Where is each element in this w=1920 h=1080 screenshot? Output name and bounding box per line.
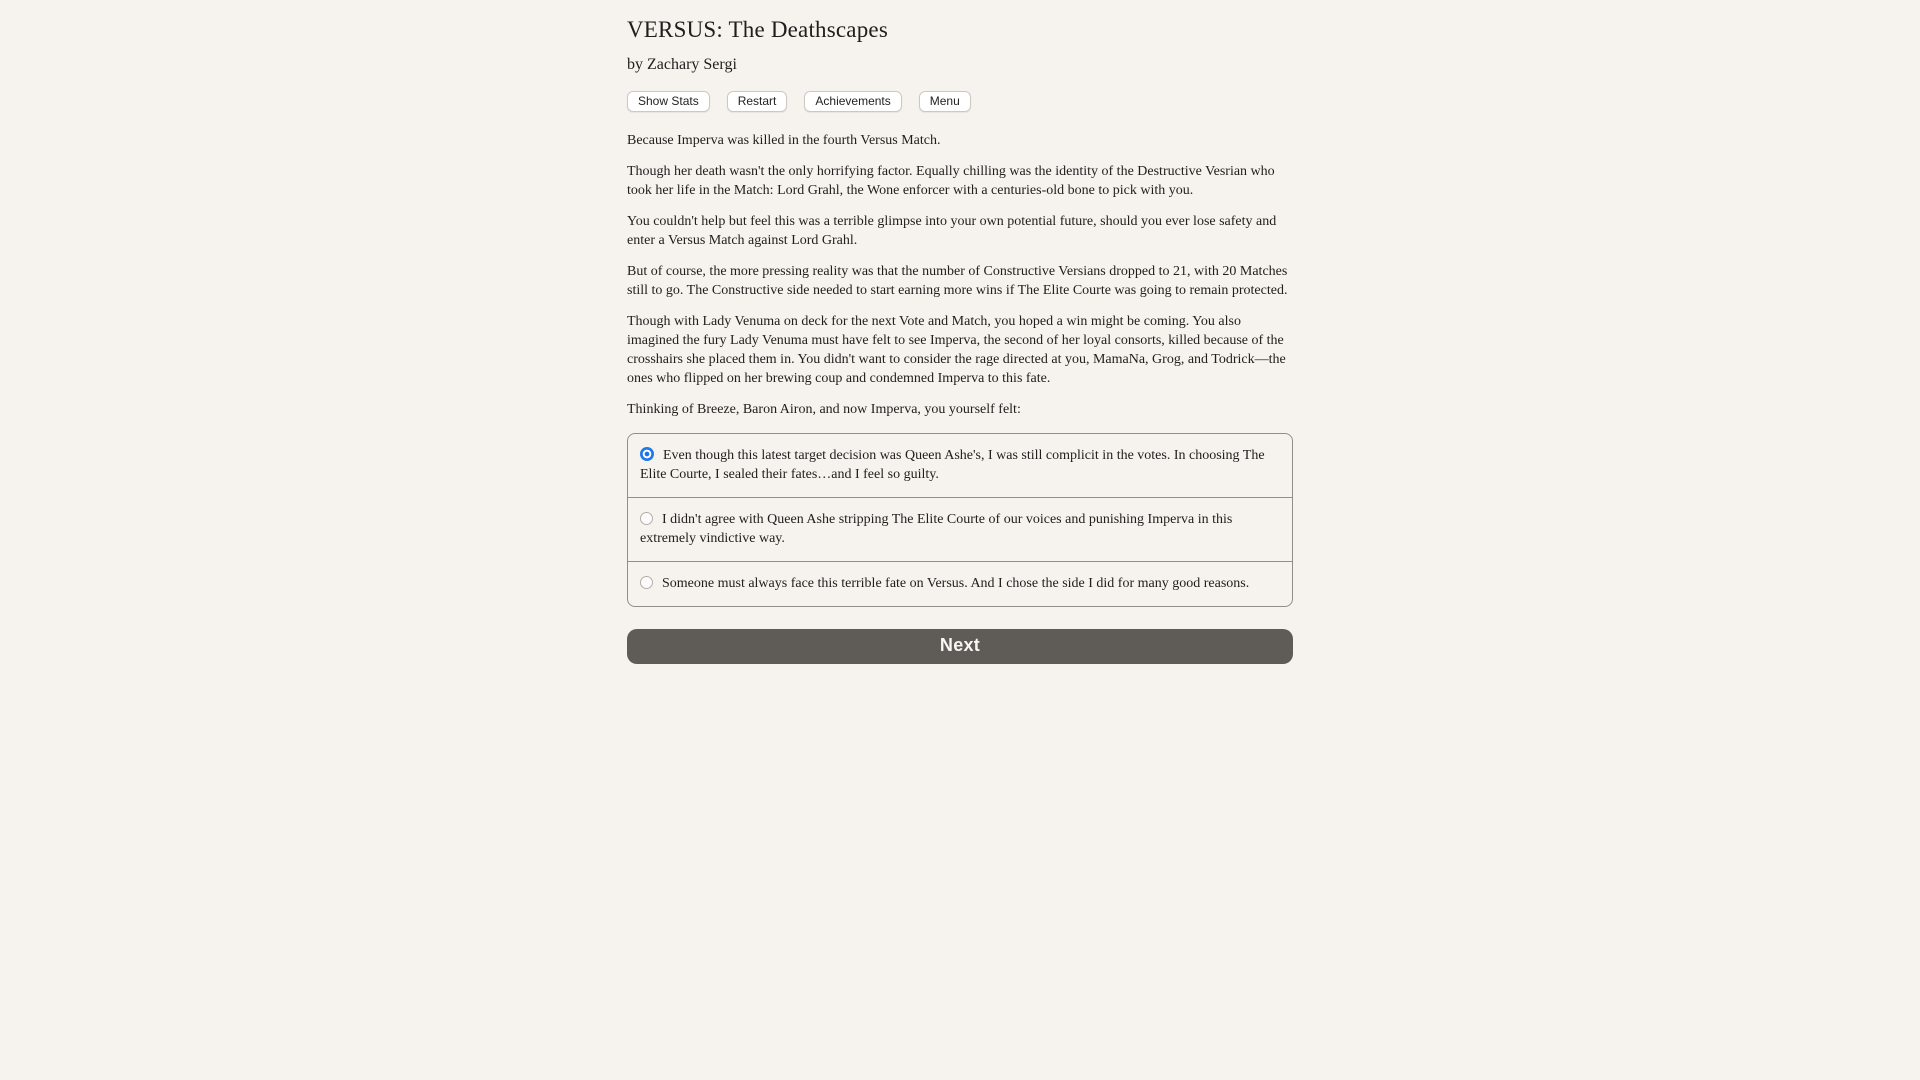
story-paragraph: Because Imperva was killed in the fourth Versus Match. — [627, 133, 941, 148]
story-paragraph: Though her death wasn't the only horrifying factor. Equally chilling was the identity of the Destructive Vesrian who took her life in the Match: Lord Grahl, the Wone enforcer with a centuries-old bone to pick with you. — [627, 164, 1275, 198]
radio-button[interactable] — [640, 512, 653, 525]
choice-group — [627, 433, 1293, 607]
radio-button-selected[interactable] — [640, 447, 654, 461]
story-paragraph: Thinking of Breeze, Baron Airon, and now Imperva, you yourself felt: — [627, 402, 1021, 417]
story-paragraph: You couldn't help but feel this was a terrible glimpse into your own potential future, should you ever lose safety and enter a Versus Match against Lord Grahl. — [627, 214, 1277, 248]
choice-option-label: Someone must always face this terrible fate on Versus. And I chose the side I did for many good reasons. — [662, 576, 1250, 591]
story-paragraph: Though with Lady Venuma on deck for the next Vote and Match, you hoped a win might be coming. You also imagined the fury Lady Venuma must have felt to see Imperva, the second of her loyal consorts, killed because of the crosshairs she placed them in. You didn't want to consider the rage directed at you, MamaNa, Grog, and Todrick—the ones who flipped on her brewing coup and condemned Imperva to this fate. — [627, 314, 1286, 386]
choice-option-3[interactable] — [628, 562, 1292, 606]
game-author: by Zachary Sergi — [627, 56, 737, 73]
choice-option-1[interactable] — [628, 434, 1292, 498]
choice-option-label: Even though this latest target decision was Queen Ashe's, I was still complicit in the votes. In choosing The Elite Courte, I sealed their fates…and I feel so guilty. — [640, 448, 1265, 482]
toolbar — [627, 91, 1293, 112]
choice-option-2[interactable] — [628, 498, 1292, 562]
story-paragraph: But of course, the more pressing reality was that the number of Constructive Versians dropped to 21, with 20 Matches still to go. The Constructive side needed to start earning more wins if The Elite Courte was going to remain protected. — [627, 264, 1288, 298]
game-title: VERSUS: The Deathscapes — [627, 17, 888, 42]
radio-button[interactable] — [640, 576, 653, 589]
choice-option-label: I didn't agree with Queen Ashe stripping The Elite Courte of our voices and punishing Imperva in this extremely vindictive way. — [640, 512, 1233, 546]
achievements-button[interactable]: Achievements — [804, 91, 901, 112]
game-page — [627, 0, 1293, 664]
story-text — [627, 131, 1293, 419]
show-stats-button[interactable]: Show Stats — [627, 91, 710, 112]
menu-button[interactable]: Menu — [919, 91, 971, 112]
next-button[interactable]: Next — [627, 629, 1293, 664]
restart-button[interactable]: Restart — [727, 91, 788, 112]
